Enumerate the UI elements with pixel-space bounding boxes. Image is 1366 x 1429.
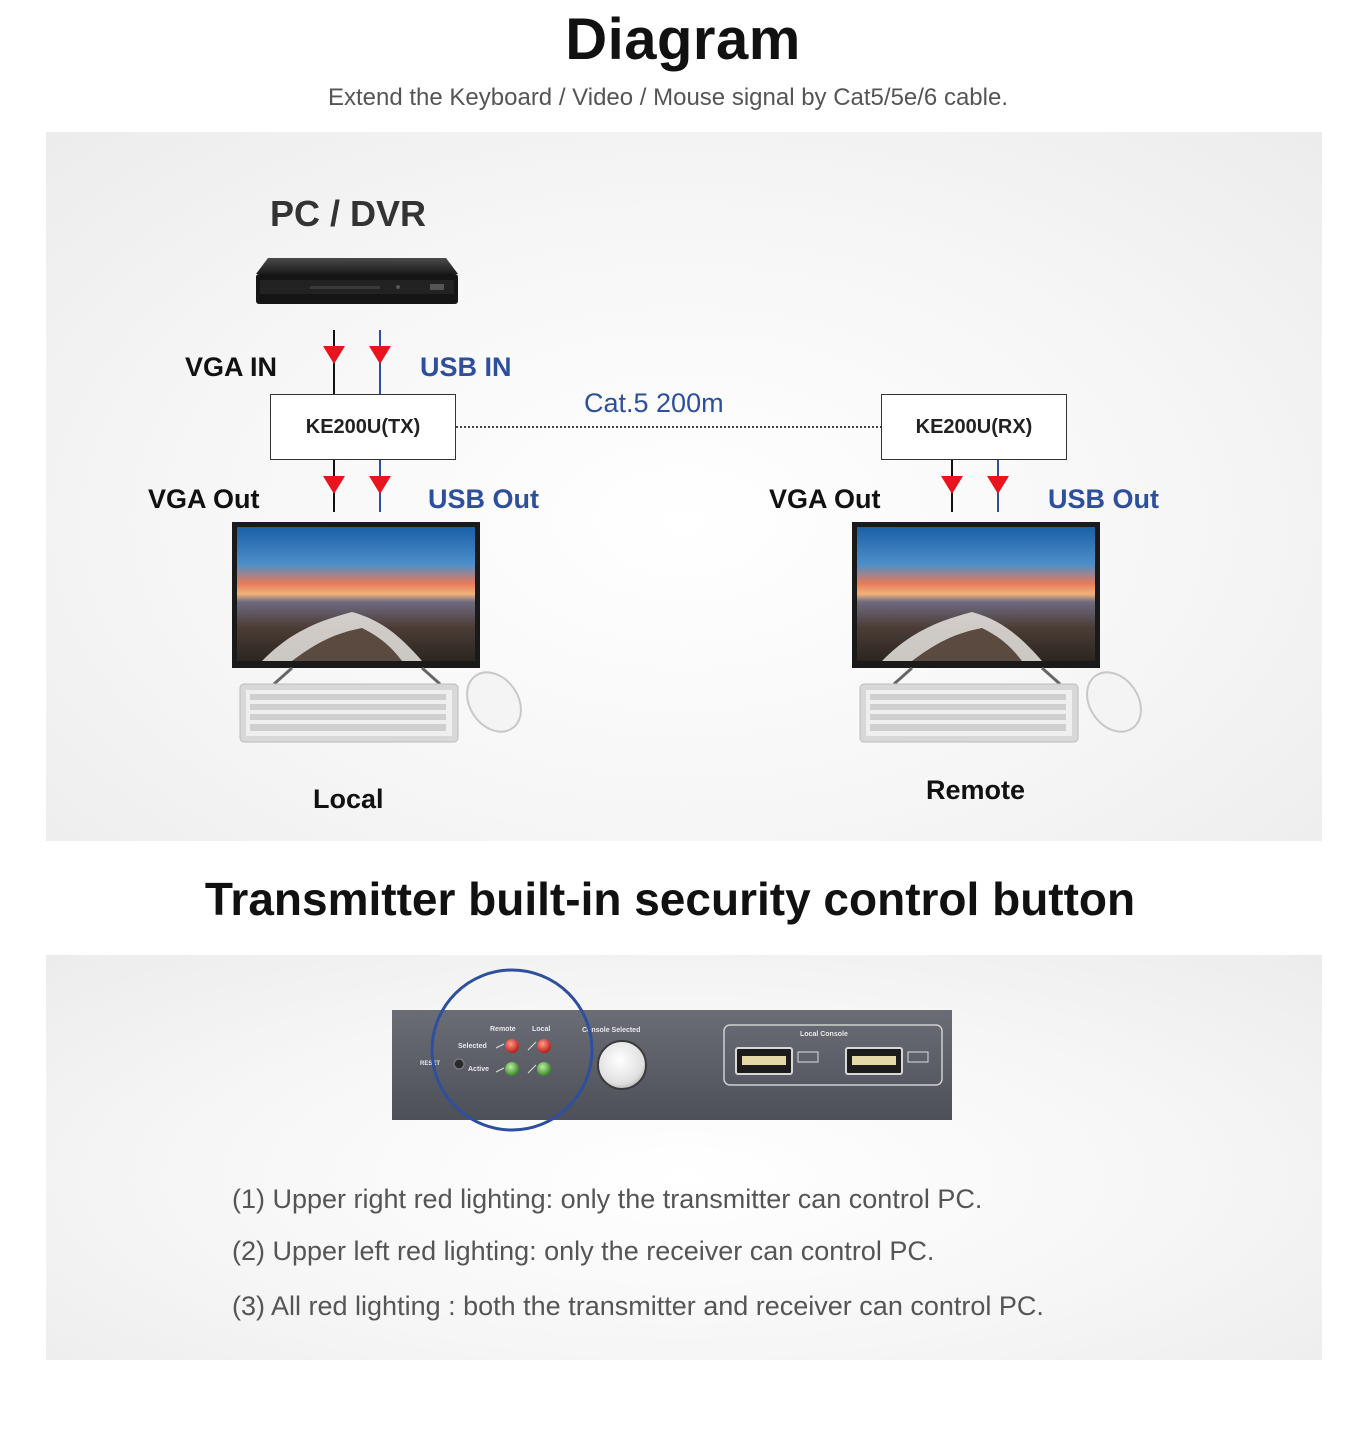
rx-usb-out-label: USB Out (1048, 484, 1159, 514)
receiver-label: KE200U(RX) (915, 415, 1033, 438)
console-selected-button (598, 1041, 646, 1089)
tx-vga-out-label: VGA Out (148, 484, 260, 514)
page-subtitle: Extend the Keyboard / Video / Mouse signal by Cat5/5e/6 cable. (328, 84, 1008, 111)
local-caption: Local (313, 784, 384, 814)
remote-selected-red-led (505, 1039, 519, 1053)
transmitter-front-panel (392, 968, 954, 1132)
reset-label: RESET (420, 1061, 441, 1067)
rx-output-arrows (928, 460, 1018, 515)
remote-active-green-led (505, 1062, 519, 1076)
note-2: (2) Upper left red lighting: only the receiver can control PC. (232, 1236, 935, 1266)
transmitter-label: KE200U(TX) (305, 415, 421, 438)
tx-usb-out-label: USB Out (428, 484, 539, 514)
local-led-label: Local (532, 1026, 551, 1033)
console-selected-label: Console Selected (582, 1027, 641, 1034)
selected-led-label: Selected (458, 1043, 487, 1050)
security-heading: Transmitter built-in security control button (204, 873, 1136, 925)
reset-hole (454, 1059, 464, 1069)
transmitter-box (270, 394, 456, 460)
local-active-green-led (537, 1062, 551, 1076)
note-3: (3) All red lighting : both the transmitter and receiver can control PC. (232, 1291, 1044, 1321)
note-1: (1) Upper right red lighting: only the transmitter can control PC. (232, 1184, 983, 1214)
rx-vga-out-label: VGA Out (769, 484, 881, 514)
usb-in-label: USB IN (420, 352, 512, 382)
local-workstation-icon (232, 520, 532, 760)
cable-label: Cat.5 200m (584, 388, 724, 418)
page-title: Diagram (565, 7, 801, 72)
remote-workstation-icon (852, 520, 1152, 760)
dvr-device-icon (250, 250, 460, 310)
tx-input-arrows (310, 330, 400, 400)
remote-led-label: Remote (490, 1026, 516, 1033)
local-console-label: Local Console (800, 1031, 848, 1038)
local-selected-red-led (537, 1039, 551, 1053)
tx-output-arrows (310, 460, 400, 515)
receiver-box (881, 394, 1067, 460)
cat5-cable-line (456, 426, 882, 428)
vga-in-label: VGA IN (185, 352, 278, 382)
remote-caption: Remote (926, 775, 1026, 805)
source-label: PC / DVR (270, 193, 427, 234)
active-led-label: Active (468, 1066, 490, 1073)
